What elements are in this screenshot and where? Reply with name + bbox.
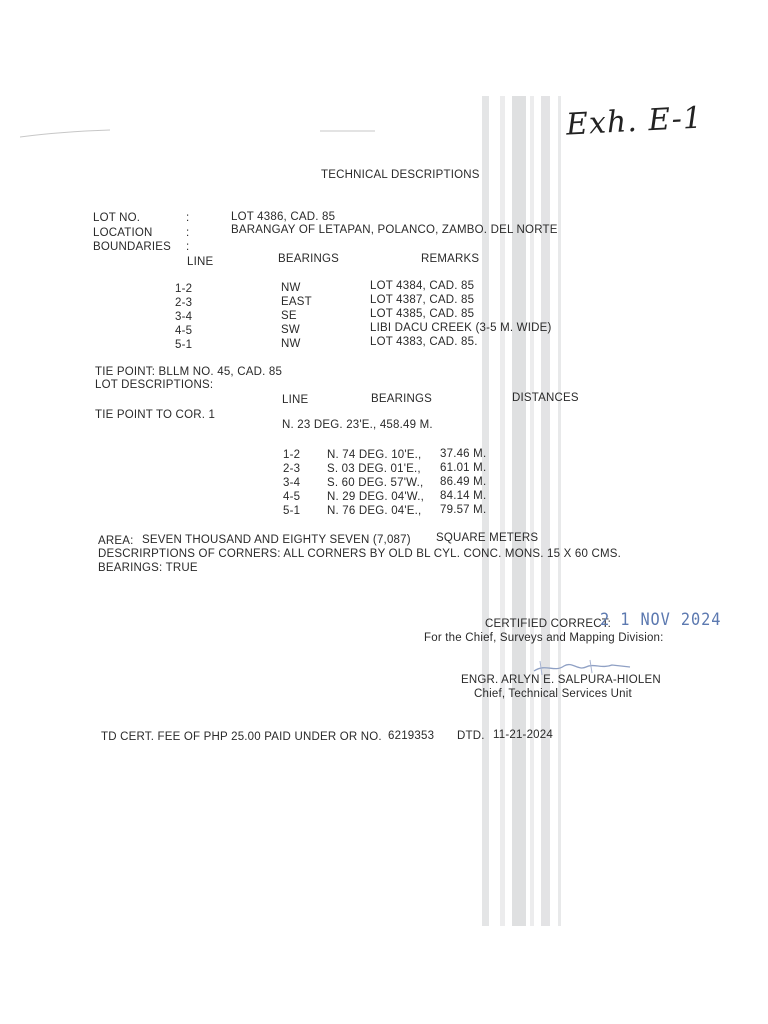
- lot-no-label: LOT NO.: [93, 212, 141, 224]
- scan-stripe: [558, 96, 561, 926]
- lot-no-value: LOT 4386, CAD. 85: [231, 211, 336, 223]
- document-title: TECHNICAL DESCRIPTIONS: [321, 169, 480, 181]
- area-label: AREA:: [98, 535, 134, 547]
- lot-desc-distance: 86.49 M.: [440, 476, 487, 488]
- lot-desc-bearing: S. 03 DEG. 01'E.,: [327, 463, 421, 475]
- area-unit: SQUARE METERS: [436, 532, 539, 544]
- boundaries-header-bearing: BEARINGS: [278, 253, 340, 265]
- lot-desc-line: 1-2: [283, 449, 301, 461]
- location-label: LOCATION: [93, 227, 153, 239]
- tie-point-to-corner-value: N. 23 DEG. 23'E., 458.49 M.: [282, 419, 433, 431]
- lot-no-sep: :: [186, 212, 190, 224]
- fee-date: 11-21-2024: [493, 729, 553, 741]
- lot-desc-bearing: N. 29 DEG. 04'W.,: [327, 491, 424, 503]
- boundary-remark: LOT 4384, CAD. 85: [370, 280, 475, 292]
- certified-label: CERTIFIED CORRECT:: [485, 618, 612, 630]
- lot-desc-line: 5-1: [283, 505, 301, 517]
- tie-point: TIE POINT: BLLM NO. 45, CAD. 85: [95, 366, 283, 378]
- location-sep: :: [186, 227, 190, 239]
- boundaries-header-remark: REMARKS: [421, 253, 480, 265]
- boundary-line: 3-4: [175, 311, 193, 323]
- boundary-remark: LOT 4383, CAD. 85.: [370, 336, 478, 348]
- date-stamp: 2 1 NOV 2024: [600, 610, 722, 630]
- lot-desc-line: 3-4: [283, 477, 301, 489]
- location-value: BARANGAY OF LETAPAN, POLANCO, ZAMBO. DEL NORTE: [231, 224, 558, 236]
- dtd-label: DTD.: [457, 730, 485, 742]
- boundary-line: 4-5: [175, 325, 193, 337]
- area-value: SEVEN THOUSAND AND EIGHTY SEVEN (7,087): [142, 534, 411, 546]
- lot-desc-distance: 37.46 M.: [440, 448, 487, 460]
- boundary-line: 5-1: [175, 339, 193, 351]
- boundary-remark: LIBI DACU CREEK (3-5 M. WIDE): [370, 322, 552, 334]
- boundary-bearing: EAST: [281, 296, 312, 308]
- scan-artifact: [20, 125, 380, 145]
- signatory-position: Chief, Technical Services Unit: [474, 688, 632, 700]
- corners-description: DESCRIRPTIONS OF CORNERS: ALL CORNERS BY OLD BL CYL. CONC. MONS. 15 X 60 CMS.: [98, 548, 622, 560]
- boundaries-label: BOUNDARIES: [93, 241, 172, 253]
- lot-desc-line: 2-3: [283, 463, 301, 475]
- lot-desc-bearing: N. 74 DEG. 10'E.,: [327, 449, 422, 461]
- boundary-line: 2-3: [175, 297, 193, 309]
- for-chief-line: For the Chief, Surveys and Mapping Division:: [424, 632, 664, 644]
- lot-descriptions-label: LOT DESCRIPTIONS:: [95, 379, 214, 391]
- boundary-line: 1-2: [175, 283, 193, 295]
- scan-stripe: [541, 96, 550, 926]
- boundary-bearing: NW: [281, 338, 301, 350]
- boundary-bearing: NW: [281, 282, 301, 294]
- fee-text: TD CERT. FEE OF PHP 25.00 PAID UNDER OR NO.: [101, 731, 382, 743]
- signatory-name: ENGR. ARLYN E. SALPURA-HIOLEN: [461, 674, 661, 686]
- boundaries-sep: :: [186, 241, 190, 253]
- tie-point-to-corner-label: TIE POINT TO COR. 1: [95, 409, 216, 421]
- bearings-true: BEARINGS: TRUE: [98, 562, 198, 574]
- lot-desc-distance: 61.01 M.: [440, 462, 487, 474]
- lot-desc-bearing: N. 76 DEG. 04'E.,: [327, 505, 422, 517]
- lot-desc-header-bearing: BEARINGS: [371, 393, 433, 405]
- boundary-remark: LOT 4385, CAD. 85: [370, 308, 475, 320]
- scan-stripe: [500, 96, 505, 926]
- boundary-bearing: SW: [281, 324, 300, 336]
- lot-desc-header-line: LINE: [282, 394, 309, 406]
- scan-stripe: [530, 96, 534, 926]
- lot-desc-header-distance: DISTANCES: [512, 392, 579, 404]
- lot-desc-distance: 84.14 M.: [440, 490, 487, 502]
- or-number: 6219353: [388, 730, 435, 742]
- boundary-remark: LOT 4387, CAD. 85: [370, 294, 475, 306]
- boundaries-header-line: LINE: [187, 256, 214, 268]
- lot-desc-bearing: S. 60 DEG. 57'W.,: [327, 477, 424, 489]
- boundary-bearing: SE: [281, 310, 297, 322]
- scan-stripe: [512, 96, 526, 926]
- lot-desc-distance: 79.57 M.: [440, 504, 487, 516]
- lot-desc-line: 4-5: [283, 491, 301, 503]
- exhibit-label: Exh. E-1: [565, 100, 704, 143]
